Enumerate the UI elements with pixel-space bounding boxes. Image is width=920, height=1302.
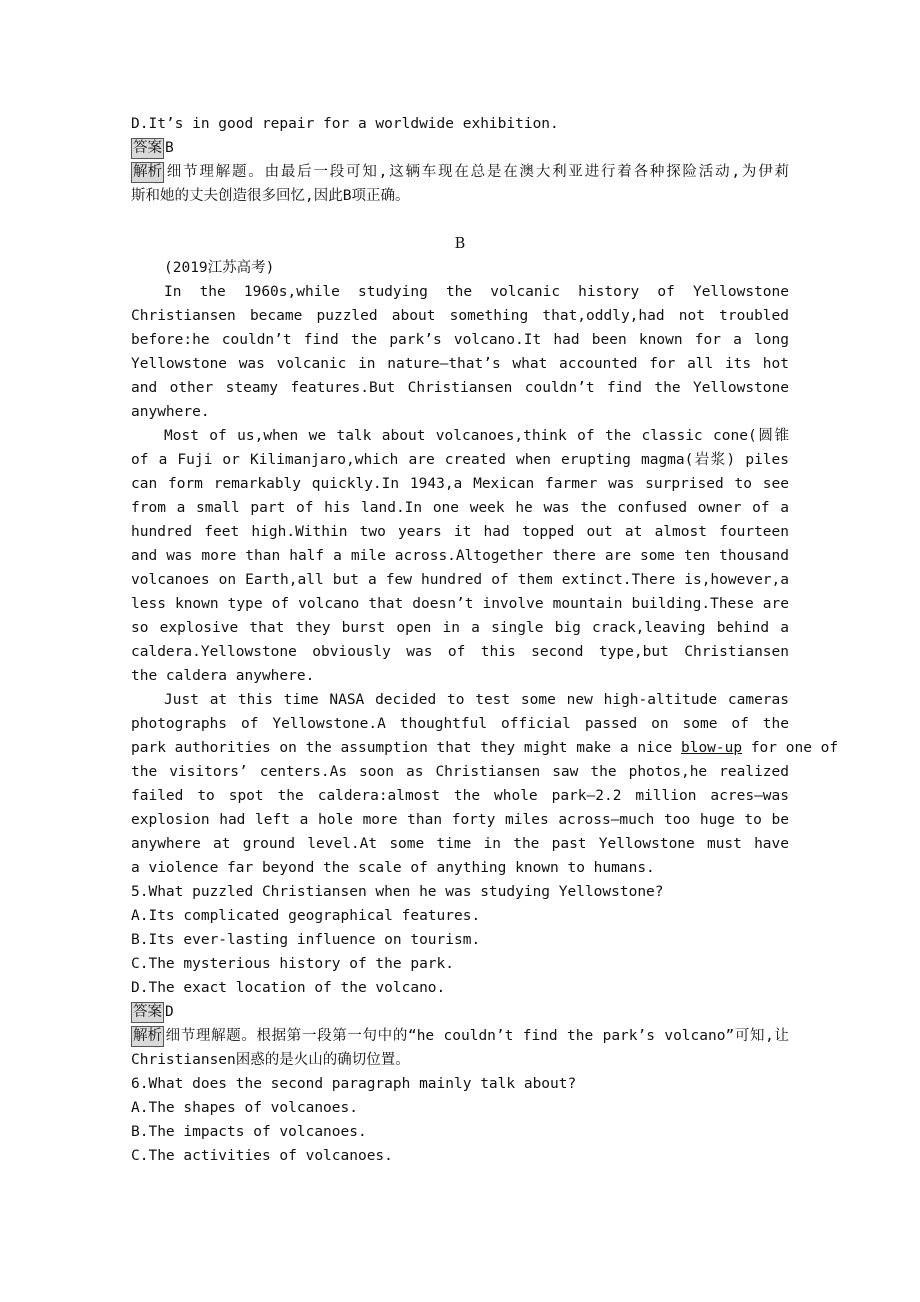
paragraph-line: explosion had left a hole more than forty miles across—much too huge to be bbox=[131, 812, 789, 828]
analysis-line: Christiansen困惑的是火山的确切位置。 bbox=[131, 1052, 410, 1068]
answer-label: 答案 bbox=[131, 138, 164, 159]
option: B.Its ever-lasting influence on tourism. bbox=[131, 932, 481, 948]
paragraph-line: and was more than half a mile across.Altogether there are some ten thousand bbox=[131, 548, 789, 564]
option: A.Its complicated geographical features. bbox=[131, 908, 481, 924]
analysis-line: 斯和她的丈夫创造很多回忆,因此B项正确。 bbox=[131, 188, 410, 204]
answer-value: B bbox=[165, 140, 174, 156]
option: C.The activities of volcanoes. bbox=[131, 1148, 393, 1164]
paragraph-line: caldera.Yellowstone obviously was of this second type,but Christiansen bbox=[131, 644, 789, 660]
document-body bbox=[131, 112, 839, 1168]
question-6: 6.What does the second paragraph mainly talk about? bbox=[131, 1076, 577, 1092]
paragraph-line: hundred feet high.Within two years it had topped out at almost fourteen bbox=[131, 524, 789, 540]
paragraph-line: anywhere. bbox=[131, 404, 210, 420]
paragraph-line: Christiansen became puzzled about something that,oddly,had not troubled bbox=[131, 308, 789, 324]
paragraph-line: Most of us,when we talk about volcanoes,think of the classic cone(圆锥 bbox=[164, 428, 789, 444]
analysis-text: 细节理解题。根据第一段第一句中的“he couldn’t find the park’s volcano”可知,让 bbox=[165, 1028, 789, 1044]
paragraph-line: Just at this time NASA decided to test some new high-altitude cameras bbox=[164, 692, 789, 708]
text: park authorities on the assumption that they might make a nice bbox=[131, 740, 681, 756]
answer-line bbox=[131, 1000, 789, 1024]
paragraph-line: a violence far beyond the scale of anything known to humans. bbox=[131, 860, 655, 876]
analysis-label: 解析 bbox=[131, 162, 164, 183]
answer-value: D bbox=[165, 1004, 174, 1020]
paragraph-line: and other steamy features.But Christiansen couldn’t find the Yellowstone bbox=[131, 380, 789, 396]
paragraph-line: anywhere at ground level.At some time in the past Yellowstone must have bbox=[131, 836, 789, 852]
paragraph-line: of a Fuji or Kilimanjaro,which are created when erupting magma(岩浆) piles bbox=[131, 452, 789, 468]
paragraph-line bbox=[131, 736, 839, 760]
paragraph-line: Yellowstone was volcanic in nature—that’s what accounted for all its hot bbox=[131, 356, 789, 372]
paragraph-line: failed to spot the caldera:almost the whole park—2.2 million acres—was bbox=[131, 788, 789, 804]
source: (2019江苏高考) bbox=[164, 260, 275, 276]
analysis-line bbox=[131, 1024, 789, 1048]
option: D.The exact location of the volcano. bbox=[131, 980, 446, 996]
section-title: B bbox=[454, 236, 466, 252]
paragraph-line: can form remarkably quickly.In 1943,a Mexican farmer was surprised to see bbox=[131, 476, 789, 492]
paragraph-line: the caldera anywhere. bbox=[131, 668, 315, 684]
paragraph-line: before:he couldn’t find the park’s volcano.It had been known for a long bbox=[131, 332, 789, 348]
option: A.The shapes of volcanoes. bbox=[131, 1100, 358, 1116]
paragraph-line: the visitors’ centers.As soon as Christiansen saw the photos,he realized bbox=[131, 764, 789, 780]
paragraph-line: volcanoes on Earth,all but a few hundred of them extinct.There is,however,a bbox=[131, 572, 789, 588]
option: B.The impacts of volcanoes. bbox=[131, 1124, 367, 1140]
paragraph-line: photographs of Yellowstone.A thoughtful official passed on some of the bbox=[131, 716, 789, 732]
text: for one of bbox=[742, 740, 839, 756]
answer-label: 答案 bbox=[131, 1002, 164, 1023]
question-5: 5.What puzzled Christiansen when he was studying Yellowstone? bbox=[131, 884, 664, 900]
paragraph-line: from a small part of his land.In one week he was the confused owner of a bbox=[131, 500, 789, 516]
analysis-text: 细节理解题。由最后一段可知,这辆车现在总是在澳大利亚进行着各种探险活动,为伊莉 bbox=[165, 164, 789, 180]
paragraph-line: so explosive that they burst open in a single big crack,leaving behind a bbox=[131, 620, 789, 636]
answer-line bbox=[131, 136, 789, 160]
option-d: D.It’s in good repair for a worldwide exhibition. bbox=[131, 116, 559, 132]
underlined-term: blow-up bbox=[680, 740, 743, 756]
analysis-label: 解析 bbox=[131, 1026, 164, 1047]
option: C.The mysterious history of the park. bbox=[131, 956, 455, 972]
analysis-line bbox=[131, 160, 789, 184]
blank-line bbox=[131, 208, 789, 232]
paragraph-line: less known type of volcano that doesn’t involve mountain building.These are bbox=[131, 596, 789, 612]
paragraph-line: In the 1960s,while studying the volcanic history of Yellowstone bbox=[164, 284, 789, 300]
